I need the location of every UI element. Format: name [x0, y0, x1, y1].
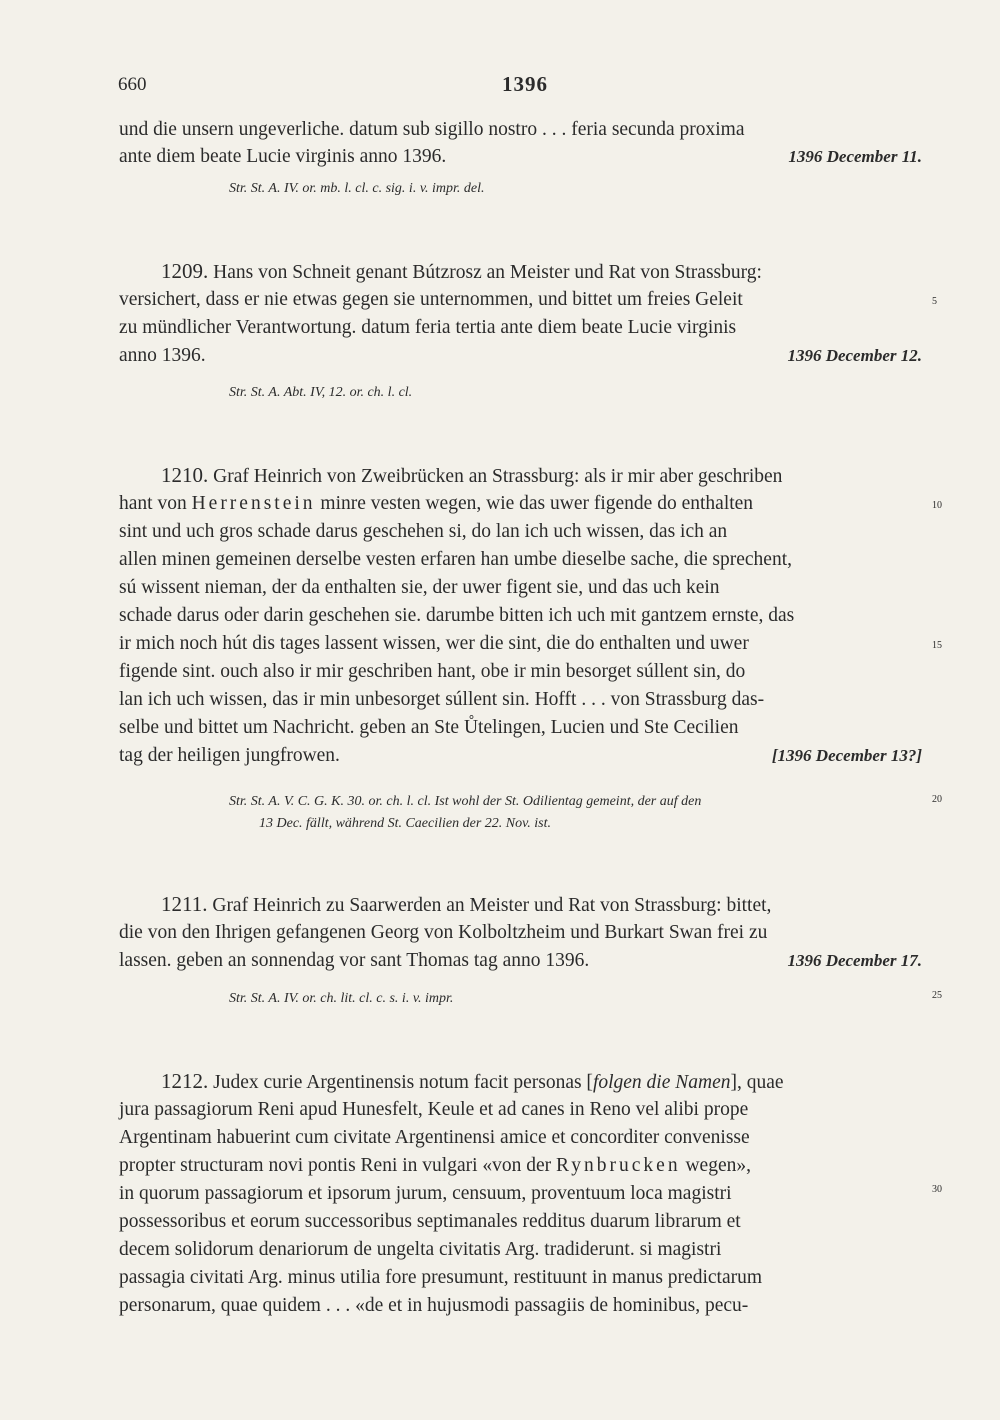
- text-span: Graf Heinrich von Zweibrücken an Strassburg: als ir mir aber geschriben: [213, 466, 783, 487]
- document-number: 1210.: [161, 463, 209, 487]
- text-line: selbe und bittet um Nachricht. geben an Ste Ůtelingen, Lucien und Ste Cecilien: [119, 717, 739, 738]
- text-line: versichert, dass er nie etwas gegen sie unternommen, und bittet um freies Geleit: [119, 289, 743, 310]
- text-span: wegen»,: [680, 1155, 751, 1176]
- text-line: personarum, quae quidem . . . «de et in hujusmodi passagiis de hominibus, pecu-: [119, 1295, 749, 1316]
- text-line: die von den Ihrigen gefangenen Georg von Kolboltzheim und Burkart Swan frei zu: [119, 922, 768, 943]
- text-line: jura passagiorum Reni apud Hunesfelt, Keule et ad canes in Reno vel alibi prope: [119, 1099, 749, 1120]
- text-span: Hans von Schneit genant Bútzrosz an Meister und Rat von Strassburg:: [213, 262, 762, 283]
- text-span: anno 1396.: [119, 345, 206, 366]
- text-line: [161, 1068, 922, 1096]
- source-note: Str. St. A. IV. or. mb. l. cl. c. sig. i. v. impr. del.: [229, 181, 485, 196]
- margin-line-number: 15: [932, 640, 942, 651]
- text-line: [161, 891, 922, 919]
- source-note: 13 Dec. fällt, während St. Caecilien der 22. Nov. ist.: [259, 816, 552, 831]
- text-line: Argentinam habuerint cum civitate Argentinensi amice et concorditer convenisse: [119, 1127, 750, 1148]
- text-line: [161, 258, 922, 286]
- text-line: possessoribus et eorum successoribus septimanales redditus duarum librarum et: [119, 1211, 741, 1232]
- text-span: Graf Heinrich zu Saarwerden an Meister und Rat von Strassburg: bittet,: [212, 895, 772, 916]
- text-span: tag der heiligen jungfrowen.: [119, 745, 340, 766]
- text-span: hant von: [119, 493, 192, 514]
- running-header-year: 1396: [502, 72, 548, 96]
- margin-line-number: 20: [932, 794, 942, 805]
- text-span: minre vesten wegen, wie das uwer figende do enthalten: [315, 493, 754, 514]
- place-name-spaced: Herrenstein: [191, 493, 316, 514]
- text-line: passagia civitati Arg. minus utilia fore presumunt, restituunt in manus predictarum: [119, 1267, 763, 1288]
- margin-line-number: 5: [932, 296, 937, 307]
- text-line: [119, 342, 922, 369]
- text-span: lassen. geben an sonnendag vor sant Thomas tag anno 1396.: [119, 950, 590, 971]
- document-date: 1396 December 12.: [787, 346, 922, 365]
- margin-line-number: 30: [932, 1184, 942, 1195]
- text-line: sú wissent nieman, der da enthalten sie, der uwer figent sie, und das uch kein: [119, 577, 720, 598]
- text-line: figende sint. ouch also ir mir geschriben hant, obe ir min besorget súllent sin, do: [119, 661, 746, 682]
- text-line: [119, 1152, 922, 1179]
- text-line: [119, 742, 922, 769]
- document-number: 1211.: [161, 892, 208, 916]
- text-line: schade darus oder darin geschehen sie. darumbe bitten ich uch mit gantzem ernste, das: [119, 605, 795, 626]
- place-name-spaced: Rynbrucken: [556, 1155, 681, 1176]
- text-span: Judex curie Argentinensis notum facit personas [: [213, 1072, 593, 1093]
- text-line: [119, 947, 922, 974]
- text-line: und die unsern ungeverliche. datum sub sigillo nostro . . . feria secunda proxima: [119, 119, 745, 140]
- document-number: 1209.: [161, 259, 209, 283]
- document-number: 1212.: [161, 1069, 209, 1093]
- page-number: 660: [118, 74, 147, 95]
- text-line: ir mich noch hút dis tages lassent wissen, wer die sint, die do enthalten und uwer: [119, 633, 749, 654]
- text-line: in quorum passagiorum et ipsorum jurum, censuum, proventuum loca magistri: [119, 1183, 732, 1204]
- text-span: propter structuram novi pontis Reni in vulgari «von der: [119, 1155, 557, 1176]
- margin-line-number: 10: [932, 500, 942, 511]
- text-line: allen minen gemeinen derselbe vesten erfaren han umbe dieselbe sache, die sprechent,: [119, 549, 792, 570]
- document-date: 1396 December 11.: [788, 147, 922, 166]
- document-date: 1396 December 17.: [787, 951, 922, 970]
- text-line: [161, 462, 922, 490]
- source-note: Str. St. A. IV. or. ch. lit. cl. c. s. i. v. impr.: [229, 991, 454, 1006]
- text-span: ], quae: [730, 1072, 784, 1093]
- source-note: Str. St. A. V. C. G. K. 30. or. ch. l. cl. Ist wohl der St. Odilientag gemeint, der auf den: [229, 794, 702, 809]
- text-line: [119, 490, 922, 517]
- editorial-insert: folgen die Namen: [592, 1072, 731, 1093]
- source-note: Str. St. A. Abt. IV, 12. or. ch. l. cl.: [229, 385, 413, 400]
- text-line: [119, 143, 922, 170]
- text-span: ante diem beate Lucie virginis anno 1396.: [119, 146, 447, 167]
- text-line: decem solidorum denariorum de ungelta civitatis Arg. tradiderunt. si magistri: [119, 1239, 722, 1260]
- text-line: sint und uch gros schade darus geschehen si, do lan ich uch wissen, das ich an: [119, 521, 728, 542]
- margin-line-number: 25: [932, 990, 942, 1001]
- text-line: lan ich uch wissen, das ir min unbesorget súllent sin. Hofft . . . von Strassburg das-: [119, 689, 765, 710]
- text-line: zu mündlicher Verantwortung. datum feria tertia ante diem beate Lucie virginis: [119, 317, 737, 338]
- document-date: [1396 December 13?]: [771, 746, 922, 765]
